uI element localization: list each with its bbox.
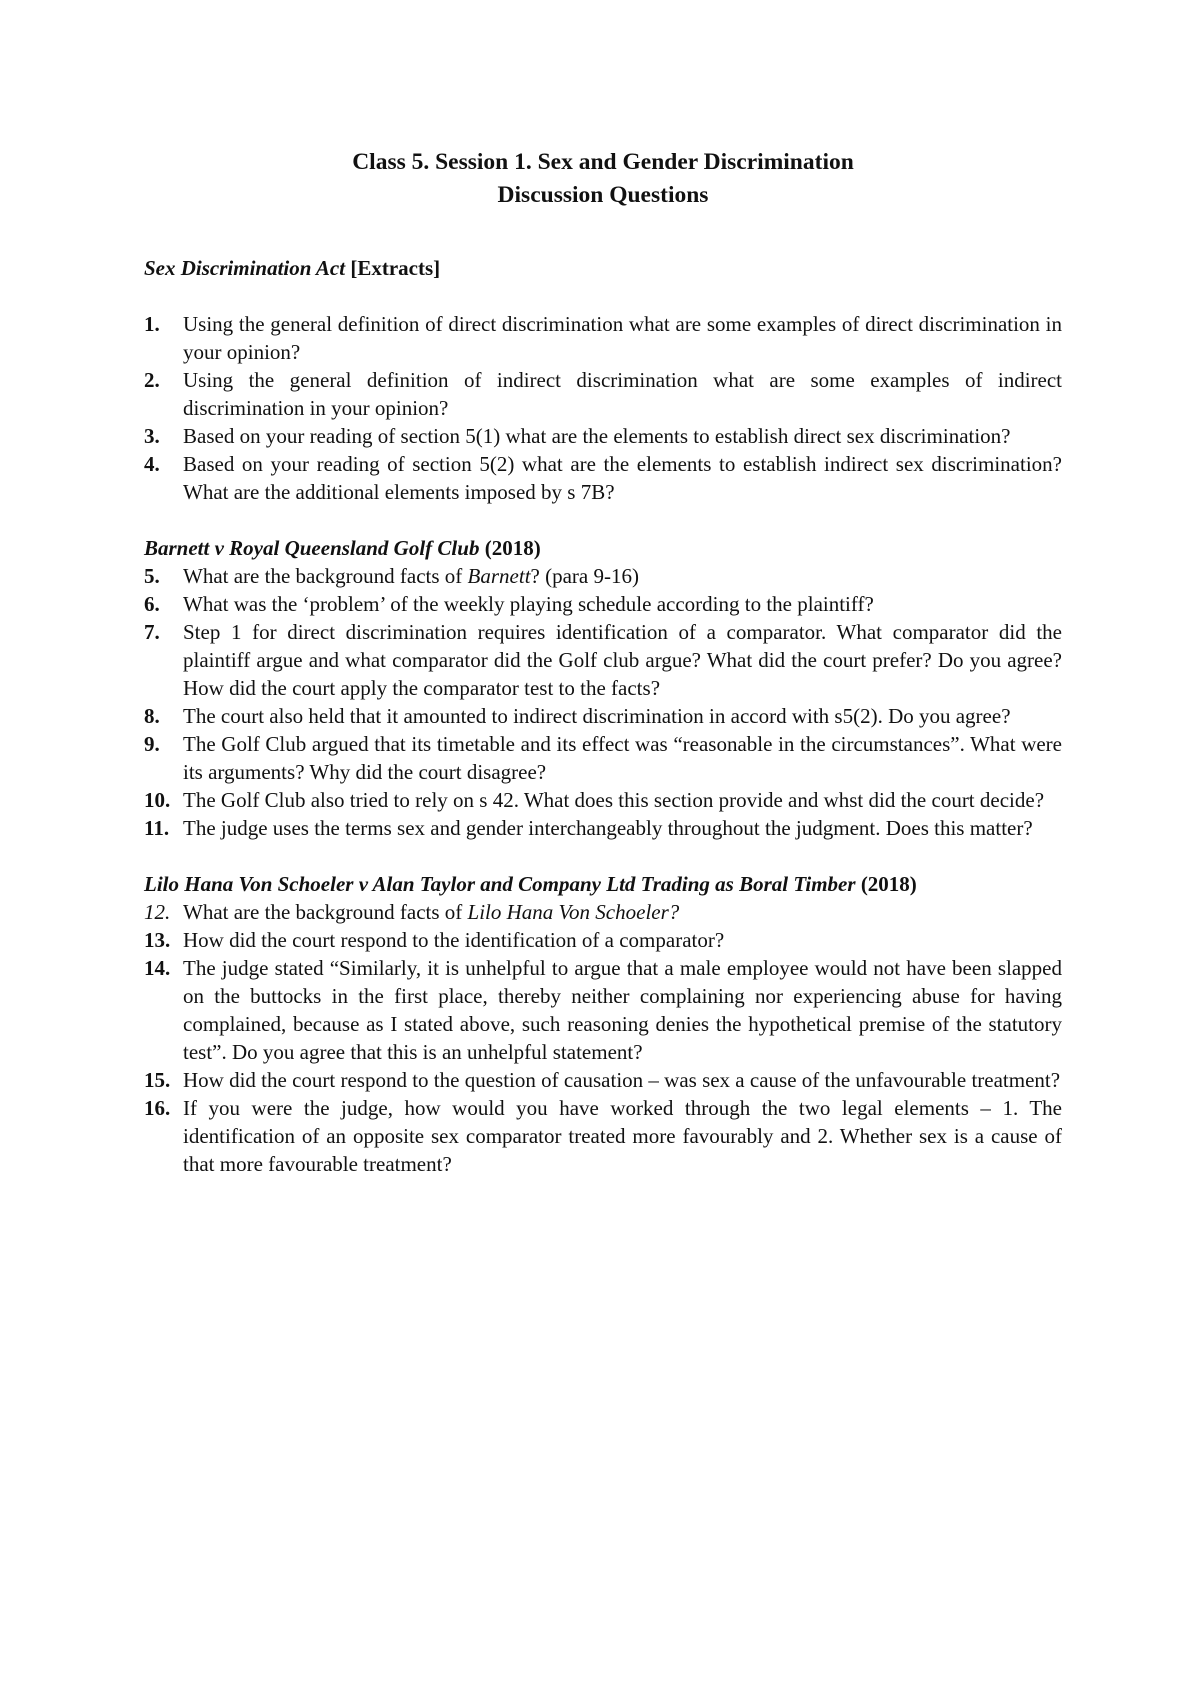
question-item bbox=[144, 954, 1062, 1066]
question-text: Step 1 for direct discrimination requires identification of a comparator. What comparator did the plaintiff argue and what comparator did the Golf club argue? What did the court prefer? Do you agree? How did the court apply the comparator test to the facts? bbox=[183, 620, 1062, 700]
page-title: Class 5. Session 1. Sex and Gender Discrimination bbox=[352, 149, 854, 175]
title-block bbox=[144, 146, 1062, 212]
question-list-sda bbox=[144, 310, 1062, 506]
question-number: 4. bbox=[144, 452, 160, 476]
question-item bbox=[144, 562, 1062, 590]
question-item bbox=[144, 366, 1062, 422]
section-heading-italic: Sex Discrimination Act bbox=[144, 256, 346, 280]
question-text: How did the court respond to the identification of a comparator? bbox=[183, 928, 725, 952]
question-list-von-schoeler bbox=[144, 898, 1062, 1178]
question-item bbox=[144, 450, 1062, 506]
question-item bbox=[144, 1094, 1062, 1178]
question-text bbox=[183, 898, 1062, 926]
question-number: 10. bbox=[144, 788, 171, 812]
question-text: What was the ‘problem’ of the weekly playing schedule according to the plaintiff? bbox=[183, 592, 874, 616]
question-item bbox=[144, 590, 1062, 618]
section-heading-barnett bbox=[144, 534, 1062, 562]
section-heading-von-schoeler bbox=[144, 870, 1062, 898]
question-text: Based on your reading of section 5(2) what are the elements to establish indirect sex discrimination? What are the additional elements imposed by s 7B? bbox=[183, 452, 1062, 504]
question-number: 8. bbox=[144, 704, 160, 728]
section-heading-italic: Barnett v Royal Queensland Golf Club bbox=[144, 536, 480, 560]
page-subtitle: Discussion Questions bbox=[497, 182, 709, 208]
question-item bbox=[144, 1066, 1062, 1094]
question-number: 5. bbox=[144, 564, 160, 588]
question-text: The Golf Club also tried to rely on s 42. What does this section provide and whst did the court decide? bbox=[183, 788, 1045, 812]
question-item bbox=[144, 422, 1062, 450]
case-name-italic: Barnett bbox=[467, 564, 531, 588]
question-text: Using the general definition of direct discrimination what are some examples of direct discrimination in your opinion? bbox=[183, 312, 1062, 364]
section-heading-rest: (2018) bbox=[855, 872, 917, 896]
section-heading-italic: Lilo Hana Von Schoeler v Alan Taylor and Company Ltd Trading as Boral Timber bbox=[144, 872, 856, 896]
question-item bbox=[144, 786, 1062, 814]
question-number: 12. bbox=[144, 900, 171, 924]
question-number: 2. bbox=[144, 368, 160, 392]
question-number: 16. bbox=[144, 1096, 171, 1120]
question-number: 13. bbox=[144, 928, 171, 952]
section-heading-rest: [Extracts] bbox=[345, 256, 441, 280]
question-number: 11. bbox=[144, 816, 170, 840]
question-number: 3. bbox=[144, 424, 160, 448]
question-text bbox=[183, 562, 1062, 590]
question-text: If you were the judge, how would you have worked through the two legal elements – 1. The identification of an opposite sex comparator treated more favourably and 2. Whether sex is a cause of that more favourable treatment? bbox=[183, 1096, 1062, 1176]
question-item bbox=[144, 618, 1062, 702]
question-text-part: What are the background facts of bbox=[183, 900, 468, 924]
question-number: 14. bbox=[144, 956, 171, 980]
question-item bbox=[144, 702, 1062, 730]
section-heading-sda bbox=[144, 254, 1062, 282]
section-heading-rest: (2018) bbox=[479, 536, 541, 560]
question-text-part: What are the background facts of bbox=[183, 564, 468, 588]
question-text: The Golf Club argued that its timetable and its effect was “reasonable in the circumstances”. What were its arguments? Why did the court disagree? bbox=[183, 732, 1062, 784]
question-text: The court also held that it amounted to indirect discrimination in accord with s5(2). Do you agree? bbox=[183, 704, 1011, 728]
question-number: 9. bbox=[144, 732, 160, 756]
question-text: The judge uses the terms sex and gender interchangeably throughout the judgment. Does this matter? bbox=[183, 816, 1033, 840]
question-number: 15. bbox=[144, 1068, 171, 1092]
case-name-italic: Lilo Hana Von Schoeler? bbox=[467, 900, 680, 924]
question-number: 6. bbox=[144, 592, 160, 616]
question-number: 1. bbox=[144, 312, 160, 336]
question-item bbox=[144, 926, 1062, 954]
question-item bbox=[144, 310, 1062, 366]
question-item bbox=[144, 898, 1062, 926]
question-list-barnett bbox=[144, 562, 1062, 842]
question-text: The judge stated “Similarly, it is unhelpful to argue that a male employee would not have been slapped on the buttocks in the first place, thereby neither complaining nor experiencing abuse for having complained, because as I stated above, such reasoning denies the hypothetical premise of the statutory test”. Do you agree that this is an unhelpful statement? bbox=[183, 956, 1062, 1064]
question-text: Using the general definition of indirect discrimination what are some examples of indirect discrimination in your opinion? bbox=[183, 368, 1062, 420]
question-text: How did the court respond to the question of causation – was sex a cause of the unfavourable treatment? bbox=[183, 1068, 1061, 1092]
question-item bbox=[144, 814, 1062, 842]
question-number: 7. bbox=[144, 620, 160, 644]
question-text-part: ? (para 9-16) bbox=[530, 564, 639, 588]
question-text: Based on your reading of section 5(1) what are the elements to establish direct sex discrimination? bbox=[183, 424, 1011, 448]
question-item bbox=[144, 730, 1062, 786]
